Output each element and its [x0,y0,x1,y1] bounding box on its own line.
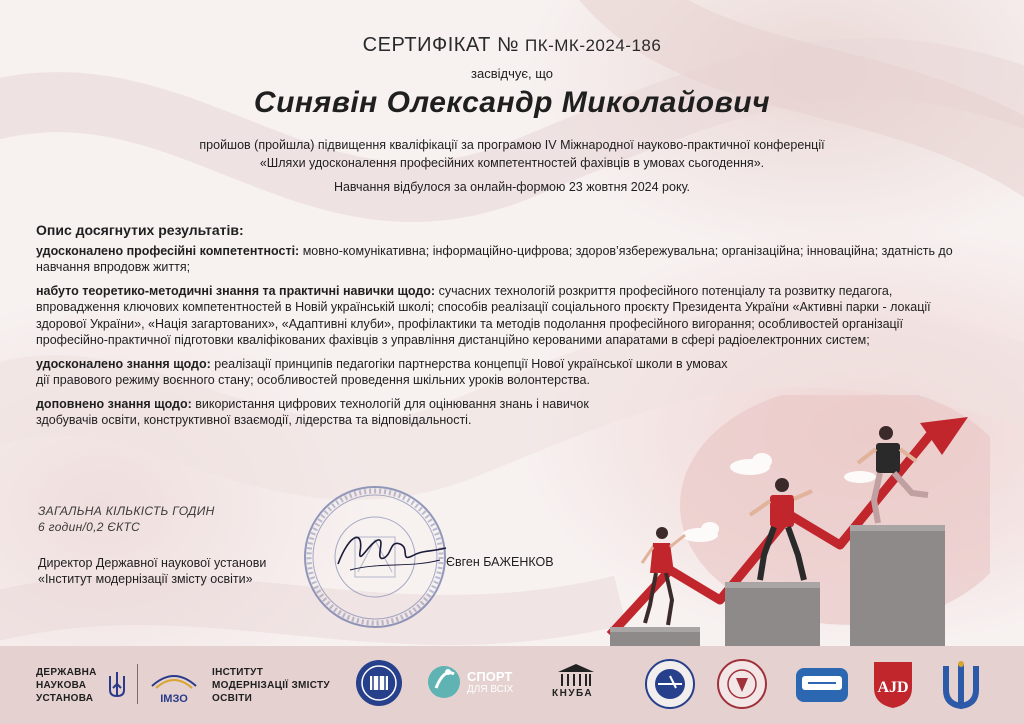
result-item-text: сучасних технологій розкриття професійного потенціалу та розвитку педагога, впровадження ключових компетентностей в Новій українській школі; способів реалізації соціального проєкту Президента України «Активні парки - локації здорової України», «Нація загартованих», «Адаптивні клуби», профілактики та методів подолання професійного вигорання; особливостей організації професійно-практичної підготовки кваліфікованих фахівців з управління дистанційно керованими апаратами в сфері радіоелектронних систем; [36,283,931,347]
result-item-label: удосконалено професійні компетентності: [36,243,300,258]
result-item [36,243,966,276]
sport-for-all-label [467,670,513,696]
org-line-2: НАУКОВА [36,680,87,691]
hours-label: ЗАГАЛЬНА КІЛЬКІСТЬ ГОДИН [38,504,215,518]
certificate-title [0,34,1024,57]
inst-line-2: МОДЕРНІЗАЦІЇ ЗМІСТУ [212,680,330,691]
total-hours [38,503,215,535]
college-logo-icon [794,662,850,708]
result-item-text: використання цифрових технологій для оцінювання знань і навичок здобувачів освіти, конструктивної взаємодії, лідерства та відповідальності. [36,396,589,427]
title-prefix: СЕРТИФІКАТ № [362,34,519,56]
hours-value: 6 годин/0,2 ЄКТС [38,520,141,534]
imzo-logo-icon [148,664,200,706]
ajd-text: AJD [877,679,909,696]
result-item [36,396,596,429]
footer-divider [137,664,138,704]
ajd-shield-icon [872,658,914,710]
result-item-label: набуто теоретико-методичні знання та практичні навички щодо: [36,283,436,298]
growth-illustration [590,395,990,655]
university-trident-logo-icon [940,660,982,710]
sport-line-2: ДЛЯ ВСІХ [467,684,514,695]
inst-line-1: ІНСТИТУТ [212,667,264,678]
person-name: Синявін Олександр Миколайович [253,86,771,119]
knuba-label: КНУБА [552,688,594,699]
knuba-building-icon [556,662,596,688]
program-line-1: пройшов (пройшла) підвищення кваліфікації за програмою IV Міжнародної науково-практичної конференції [199,138,825,152]
results-heading: Опис досягнутих результатів: [36,222,244,238]
inst-line-3: ОСВІТИ [212,693,253,704]
training-date-line: Навчання відбулося за онлайн-формою 23 жовтня 2024 року. [333,180,691,194]
result-item-label: доповнено знання щодо: [36,396,192,411]
trident-icon [107,670,127,700]
org-line-3: УСТАНОВА [36,693,94,704]
footer-logos-bar [0,646,1024,724]
sport-line-1: СПОРТ [467,669,513,684]
aviation-university-emblem-icon [640,658,700,710]
org-line-1: ДЕРЖАВНА [36,667,97,678]
certificate-number: ПК-МК-2024-186 [524,36,662,55]
cloud-icon [844,471,876,483]
result-item [36,356,736,389]
result-item [36,283,966,349]
director-line-2: «Інститут модернізації змісту освіти» [38,572,253,586]
state-institution-label [36,666,97,705]
institute-label [212,666,330,705]
result-item-text: реалізації принципів педагогіки партнерства концепції Нової української школи в умовах дії правового режиму воєнного стану; особливостей проведення шкільних уроків волонтерства. [36,356,728,387]
sport-logo-icon [426,658,462,706]
university-seal-icon [716,658,768,710]
imzo-text: ІМЗО [160,693,188,705]
university-emblem-icon [354,658,404,708]
director-signature [330,522,450,582]
director-name: Євген БАЖЕНКОВ [446,555,554,569]
certifies-text: засвідчує, що [471,66,553,81]
program-line-2: «Шляхи удосконалення професійних компетентностей фахівців в умовах сьогодення». [259,156,765,170]
director-line-1: Директор Державної наукової установи [38,556,267,570]
director-title [38,555,266,587]
result-item-text: мовно-комунікативна; інформаційно-цифрова; здоров’язбережувальна; організаційна; інноваційна; здатність до навчання впродовж життя; [36,243,953,274]
result-item-label: удосконалено знання щодо: [36,356,211,371]
